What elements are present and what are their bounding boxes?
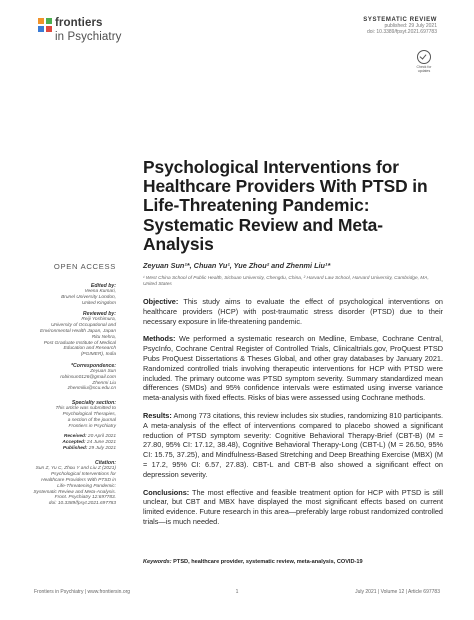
published-date-sidebar: Published: 29 July 2021 [62,446,116,452]
accepted-date: Accepted: 24 June 2021 [62,440,116,446]
article-dates [4,434,116,452]
author-list: Zeyuan Sun¹*, Chuan Yu¹, Yue Zhou² and Zhenmi Liu¹* [143,261,331,270]
logo-publisher-name: frontiers [55,17,103,29]
specialty-section-label: Specialty section: [71,400,116,407]
keywords [143,559,443,565]
article-title: Psychological Interventions for Healthcare Providers With PTSD in Life-Threatening Pandemic: Systematic Review and Meta-Analysis [143,157,428,254]
edited-by: Veena Kumari, Brunel University London, United Kingdom [61,289,116,306]
abstract [143,297,443,535]
citation-label: Citation: [94,460,116,467]
article-meta [363,17,437,35]
journal-logo[interactable] [38,17,168,51]
reviewed-by-label: Reviewed by: [82,311,116,318]
open-access-label: OPEN ACCESS [53,262,116,271]
abstract-objective: Objective: This study aims to evaluate the effect of psychological interventions on healthcare providers (HCP) with post-traumatic stress disorder (PTSD) due to their necessary exposure in life-threatening pandemic. [143,297,443,326]
citation: Sun Z, Yu C, Zhou Y and Liu Z (2021) Psychological Interventions for Healthcare Providers With PTSD in Life-Threatening Pandemic: Systematic Review and Meta-Analysis. Front. Psychiatry 12:697783. doi: 10.3389/fpsyt.2021.697783 [33,466,116,507]
article-sidebar [4,262,116,507]
affiliations: ¹ West China School of Public Health, Sichuan University, Chengdu, China, ² Harvard Law School, Harvard University, Cambridge, MA, United States [143,276,429,288]
article-type: SYSTEMATIC REVIEW [363,17,437,23]
abstract-methods: Methods: We performed a systematic research on Medline, Embase, Cochrane Central, PsycInfo, Cochrane Central Register of Controlled Trials, Clinicaltrials.gov, ProQuest PTSD Pubs ProQuest Dissertations & Theses Global, and other gray databases by January 2021. Randomized controlled trials involving therapeutic interventions for HCP with PTSD were included. The primary outcome was PTSD symptom severity. Summary standardized mean differences (SMDs) and 95% confidence intervals were estimated using inverse variance meta-analysis with fixed effects. Risks of bias were assessed using Cochrane methods. [143,334,443,403]
correspondence-label: *Correspondence: [71,362,116,369]
check-for-updates-button[interactable] [415,50,433,73]
doi-link[interactable]: doi: 10.3389/fpsyt.2021.697783 [366,29,437,35]
check-updates-label: Check for updates [416,65,432,73]
page-number: 1 [235,589,239,595]
footer-issue: July 2021 | Volume 12 | Article 697783 [355,589,440,595]
logo-journal-name: in Psychiatry [55,31,122,43]
footer-journal[interactable]: Frontiers in Psychiatry | www.frontiersin.org [34,589,131,595]
keywords-label: Keywords: [143,559,172,565]
received-date: Received: 20 April 2021 [63,434,116,440]
frontiers-logo-icon [38,18,52,32]
published-date: published: 29 July 2021 [384,23,437,29]
edited-by-label: Edited by: [90,283,116,289]
abstract-results: Results: Among 773 citations, this review includes six studies, randomizing 810 participants. A meta-analysis of the effect of interventions compared to placebo showed a significant reduction of PTSD symptom severity: Cognitive Behavioral Therapy-Brief (CBT-B) (M = 27.80, 95% CI: 17.12, 38.48), Cognitive Behavioral Therapy-Long (CBT-L) (M = 26.50, 95% CI: 15.75, 37.25), and Mindfulness-Based Stretching and Deep Breathing Exercise (MBX) (M = 17.2, 95% CI: 6.57, 27.83). CBT-L and CBT-B also showed a significant effect on depression severity. [143,410,444,479]
specialty-section: This article was submitted to Psychological Therapies, a section of the journal Frontiers in Psychiatry [55,406,116,429]
keywords-text: PTSD, healthcare provider, systematic review, meta-analysis, COVID-19 [173,559,363,565]
correspondence[interactable]: Zeyuan Sun robinsun0126@gmail.com Zhenmi Liu zhenmiliu@scu.edu.cn [60,368,116,392]
reviewed-by: Reiji Yoshimura, University of Occupational and Environmental Health Japan, Japan Ritu Nehra, Post Graduate Institute of Medical Education and Research (PGIMER), India [40,317,116,358]
abstract-conclusions: Conclusions: The most effective and feasible treatment option for HCP with PTSD is still unclear, but CBT and MBX have displayed the most significant effects based on current limited evidence. Future research in this area—preferably large robust randomized controlled trials—is much needed. [143,487,443,526]
check-updates-icon [417,50,431,64]
